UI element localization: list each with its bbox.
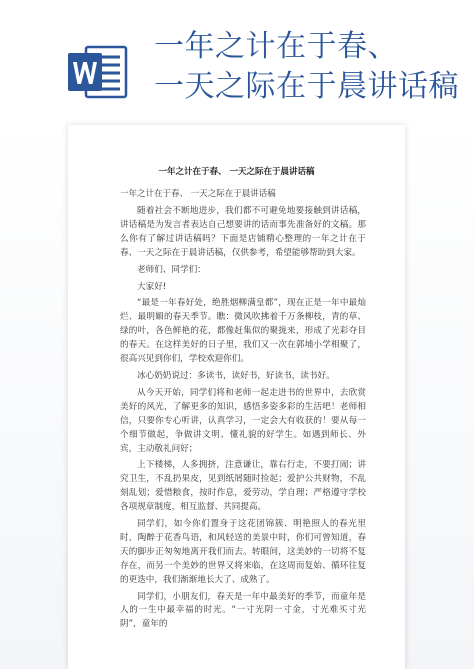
header-title-line1: 一年之计在于春、 — [154, 29, 398, 64]
document-sheet — [68, 125, 405, 669]
paragraph: “最是一年春好处，绝胜烟柳满皇都”，现在正是一年中最灿烂、最明媚的春天季节。瞧：微风吹拂着千万条柳枝，青的草、绿的叶，各色鲜艳的花，都像赶集似的聚拢来，形成了光彩夺目的春天。在这样美好的日子里，我们又一次在郭埔小学相聚了，很高兴见到你们，学校欢迎你们。 — [120, 298, 366, 365]
paragraph: 老师们、同学们： — [137, 264, 206, 275]
paragraph: 同学们，小朋友们，春天是一年中最美好的季节，而童年是人的一生中最幸福的时光。“一寸光阴一寸金，寸光难买寸光阴”，童年的 — [120, 591, 366, 630]
paragraph: 同学们，如今你们置身于这花团锦簇、明艳照人的春光里时，陶醉于花香鸟语，和风轻送的美景中时，你们可曾知道，春天的脚步正匆匆地离开我们而去。转眼间，这美妙的一切将不复存在，而另一个美妙的世界又将来临，在这周而复始、循环往复的更迭中，我们渐渐地长大了、成熟了。 — [120, 519, 366, 585]
paragraph: 从今天开始，同学们将和老师一起走进书的世界中，去欣赏美好的风光，了解更多的知识，感悟多姿多彩的生活吧！老师相信，只要你专心听讲，认真学习，一定会大有收获的！要从每一个细节做起，争做讲文明、懂礼貌的好学生。如遇到师长、外宾，主动敬礼问好； — [120, 387, 366, 454]
header-banner — [0, 0, 474, 120]
word-icon — [66, 41, 128, 103]
bottom-fade — [68, 639, 405, 669]
document-body — [120, 205, 366, 635]
paragraph: 随着社会不断地进步，我们都不可避免地要接触到讲话稿，讲话稿是为发言者表达自己想要讲的话而事先准备好的文稿。那么你有了解过讲话稿吗？下面是店铺精心整理的一年之计在于春、一天之际在于晨讲话稿，仅供参考，希望能够帮助到大家。 — [120, 206, 366, 258]
header-title-line2: 一天之际在于晨讲话稿 — [154, 69, 459, 104]
document-subtitle: 一年之计在于春、 一天之际在于晨讲话稿 — [120, 189, 276, 199]
paragraph: 上下楼梯，人多拥挤，注意谦让，靠右行走，不要打闹；讲究卫生，不乱扔果皮，见到纸屑随时捡起；爱护公共财物，不乱刻乱划；爱惜粮食，按时作息，爱劳动，学自理；严格遵守学校各项规章制度，相互监督、共同提高。 — [120, 460, 366, 513]
paragraph: 大家好! — [137, 281, 167, 292]
paragraph: 冰心奶奶说过：多读书，读好书，好读书，读书好。 — [137, 370, 335, 381]
document-title: 一年之计在于春、 一天之际在于晨讲话稿 — [158, 167, 315, 177]
